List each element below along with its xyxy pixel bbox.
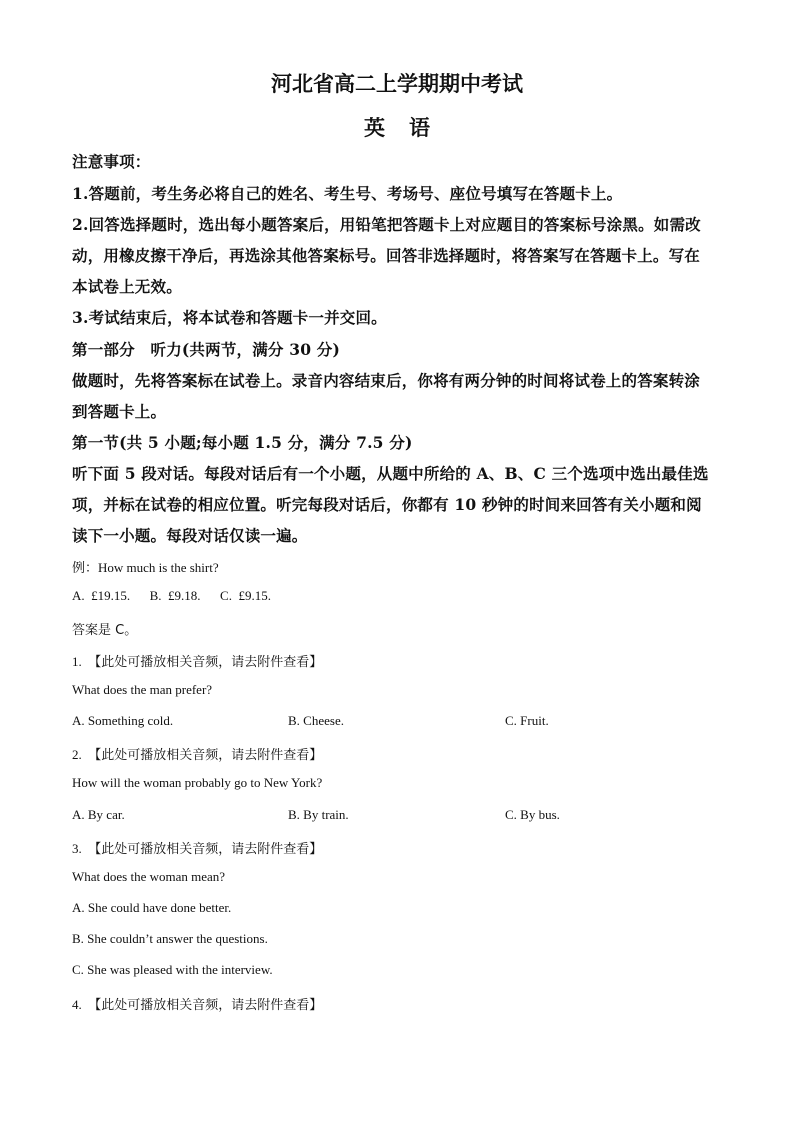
question-1-option-c: C. Fruit. (505, 713, 549, 728)
question-3-audio-line (72, 838, 322, 857)
question-3-text: What does the woman mean? (72, 869, 226, 884)
example-answer: 答案是 C。 (72, 623, 138, 638)
notice-item-3: 3.考试结束后，将本试卷和答题卡一并交回。 (72, 308, 387, 327)
question-2-audio-link[interactable]: 【此处可播放相关音频，请去附件查看】 (88, 748, 323, 763)
example-question-line (72, 557, 219, 576)
question-2-option-b: B. By train. (288, 807, 349, 822)
question-2-option-c: C. By bus. (505, 807, 560, 822)
example-answer-line (72, 619, 137, 638)
example-options: A. £19.15. B. £9.18. C. £9.15. (72, 588, 271, 603)
part1-intro-line-2: 到答题卡上。 (72, 402, 167, 421)
section1-intro-line-1: 听下面 5 段对话。每段对话后有一个小题，从题中所给的 A、B、C 三个选项中选出最佳选 (72, 464, 709, 483)
question-3-audio-link[interactable]: 【此处可播放相关音频，请去附件查看】 (88, 842, 323, 857)
section1-intro-line-2: 项，并标在试卷的相应位置。听完每段对话后，你都有 10 秒钟的时间来回答有关小题和阅 (72, 495, 702, 514)
question-1-number: 1. (72, 654, 82, 669)
subject-title: 英 语 (363, 115, 439, 140)
question-4-audio-line (72, 994, 322, 1013)
example-prefix: 例： (72, 561, 99, 576)
question-1-audio-link[interactable]: 【此处可播放相关音频，请去附件查看】 (88, 655, 323, 670)
section1-intro-line-3: 读下一小题。每段对话仅读一遍。 (72, 526, 308, 545)
question-1-option-a: A. Something cold. (72, 713, 174, 728)
question-2-number: 2. (72, 747, 82, 762)
question-4-number: 4. (72, 997, 82, 1012)
question-3-option-a: A. She could have done better. (72, 900, 232, 915)
question-3-number: 3. (72, 841, 82, 856)
example-question: How much is the shirt? (98, 560, 219, 575)
notice-item-2-line-1: 2.回答选择题时，选出每小题答案后，用铅笔把答题卡上对应题目的答案标号涂黑。如需改 (72, 215, 701, 234)
question-2-option-a: A. By car. (72, 807, 125, 822)
notice-item-2-line-2: 动，用橡皮擦干净后，再选涂其他答案标号。回答非选择题时，将答案写在答题卡上。写在 (72, 246, 701, 265)
part1-intro-line-1: 做题时，先将答案标在试卷上。录音内容结束后，你将有两分钟的时间将试卷上的答案转涂 (72, 371, 701, 390)
part1-heading: 第一部分 听力(共两节，满分 30 分) (72, 340, 341, 359)
notice-item-2-line-3: 本试卷上无效。 (72, 277, 182, 296)
question-1-option-b: B. Cheese. (288, 713, 344, 728)
section1-heading: 第一节(共 5 小题;每小题 1.5 分，满分 7.5 分) (72, 433, 413, 452)
question-2-audio-line (72, 744, 322, 763)
notice-heading: 注意事项： (72, 152, 151, 171)
question-1-audio-line (72, 651, 322, 670)
question-1-text: What does the man prefer? (72, 682, 213, 697)
question-4-audio-link[interactable]: 【此处可播放相关音频，请去附件查看】 (88, 998, 323, 1013)
exam-title: 河北省高二上学期期中考试 (271, 71, 523, 96)
question-3-option-c: C. She was pleased with the interview. (72, 962, 273, 977)
question-3-option-b: B. She couldn’t answer the questions. (72, 931, 268, 946)
question-2-text: How will the woman probably go to New York? (72, 775, 323, 790)
notice-item-1: 1.答题前，考生务必将自己的姓名、考生号、考场号、座位号填写在答题卡上。 (72, 184, 623, 203)
